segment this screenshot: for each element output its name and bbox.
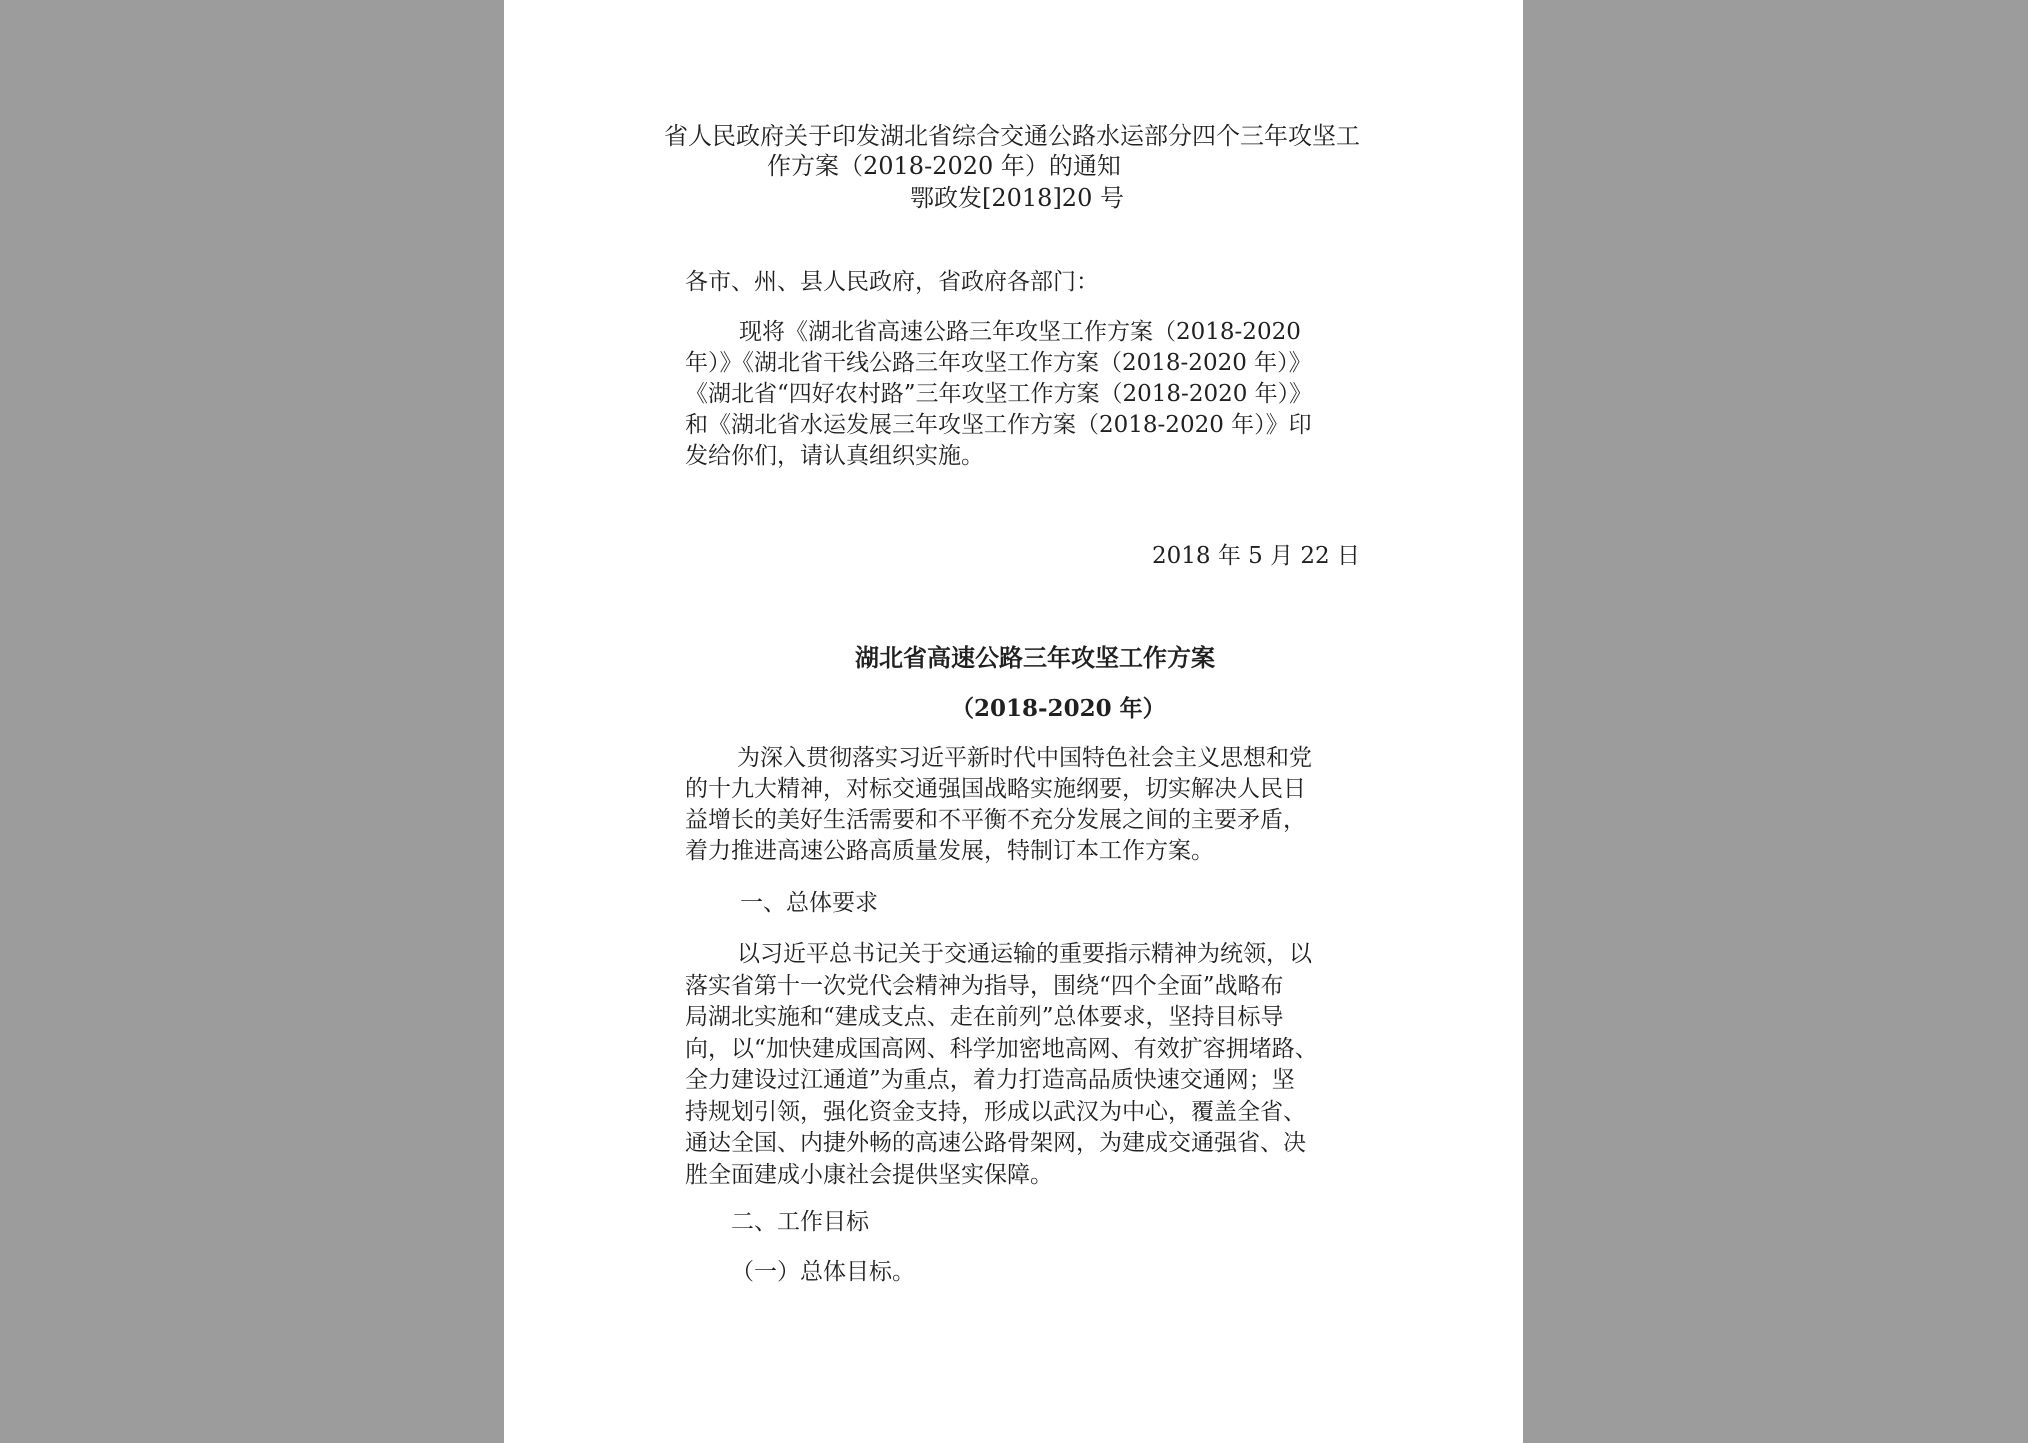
notice-body-line-2: 年）》《湖北省干线公路三年攻坚工作方案（2018-2020 年）》 bbox=[685, 350, 1312, 376]
notice-doc-number: 鄂政发[2018]20 号 bbox=[910, 184, 1124, 212]
notice-salutation: 各市、州、县人民政府，省政府各部门： bbox=[685, 269, 1099, 295]
section1-line-7: 通达全国、内捷外畅的高速公路骨架网，为建成交通强省、决 bbox=[685, 1130, 1306, 1156]
notice-title-line-1: 省人民政府关于印发湖北省综合交通公路水运部分四个三年攻坚工 bbox=[664, 122, 1360, 150]
section1-line-2: 落实省第十一次党代会精神为指导，围绕“四个全面”战略布 bbox=[685, 973, 1284, 999]
plan-intro-line-3: 益增长的美好生活需要和不平衡不充分发展之间的主要矛盾， bbox=[685, 807, 1306, 833]
section1-line-5: 全力建设过江通道”为重点，着力打造高品质快速交通网；坚 bbox=[685, 1067, 1295, 1093]
plan-intro-line-1: 为深入贯彻落实习近平新时代中国特色社会主义思想和党 bbox=[737, 745, 1312, 771]
section1-line-8: 胜全面建成小康社会提供坚实保障。 bbox=[685, 1162, 1053, 1188]
notice-title-line-2: 作方案（2018-2020 年）的通知 bbox=[767, 152, 1121, 180]
plan-intro-line-4: 着力推进高速公路高质量发展，特制订本工作方案。 bbox=[685, 838, 1214, 864]
section1-line-4: 向，以“加快建成国高网、科学加密地高网、有效扩容拥堵路、 bbox=[685, 1036, 1318, 1062]
plan-intro-line-2: 的十九大精神，对标交通强国战略实施纲要，切实解决人民日 bbox=[685, 776, 1306, 802]
notice-body-line-3: 《湖北省“四好农村路”三年攻坚工作方案（2018-2020 年）》 bbox=[685, 381, 1313, 407]
section1-heading: 一、总体要求 bbox=[740, 890, 878, 916]
subsection1-heading: （一）总体目标。 bbox=[731, 1259, 915, 1285]
notice-body-line-4: 和《湖北省水运发展三年攻坚工作方案（2018-2020 年）》印 bbox=[685, 412, 1312, 438]
section1-line-6: 持规划引领，强化资金支持，形成以武汉为中心，覆盖全省、 bbox=[685, 1099, 1306, 1125]
plan-title: 湖北省高速公路三年攻坚工作方案 bbox=[855, 643, 1215, 672]
notice-body-line-5: 发给你们，请认真组织实施。 bbox=[685, 443, 984, 469]
section1-line-1: 以习近平总书记关于交通运输的重要指示精神为统领，以 bbox=[737, 941, 1312, 967]
document-page bbox=[504, 0, 1523, 1443]
notice-date: 2018 年 5 月 22 日 bbox=[1152, 543, 1360, 569]
notice-body-line-1: 现将《湖北省高速公路三年攻坚工作方案（2018-2020 bbox=[739, 319, 1301, 345]
plan-subtitle: （2018-2020 年） bbox=[951, 695, 1166, 722]
section2-heading: 二、工作目标 bbox=[731, 1209, 869, 1235]
section1-line-3: 局湖北实施和“建成支点、走在前列”总体要求，坚持目标导 bbox=[685, 1004, 1284, 1030]
